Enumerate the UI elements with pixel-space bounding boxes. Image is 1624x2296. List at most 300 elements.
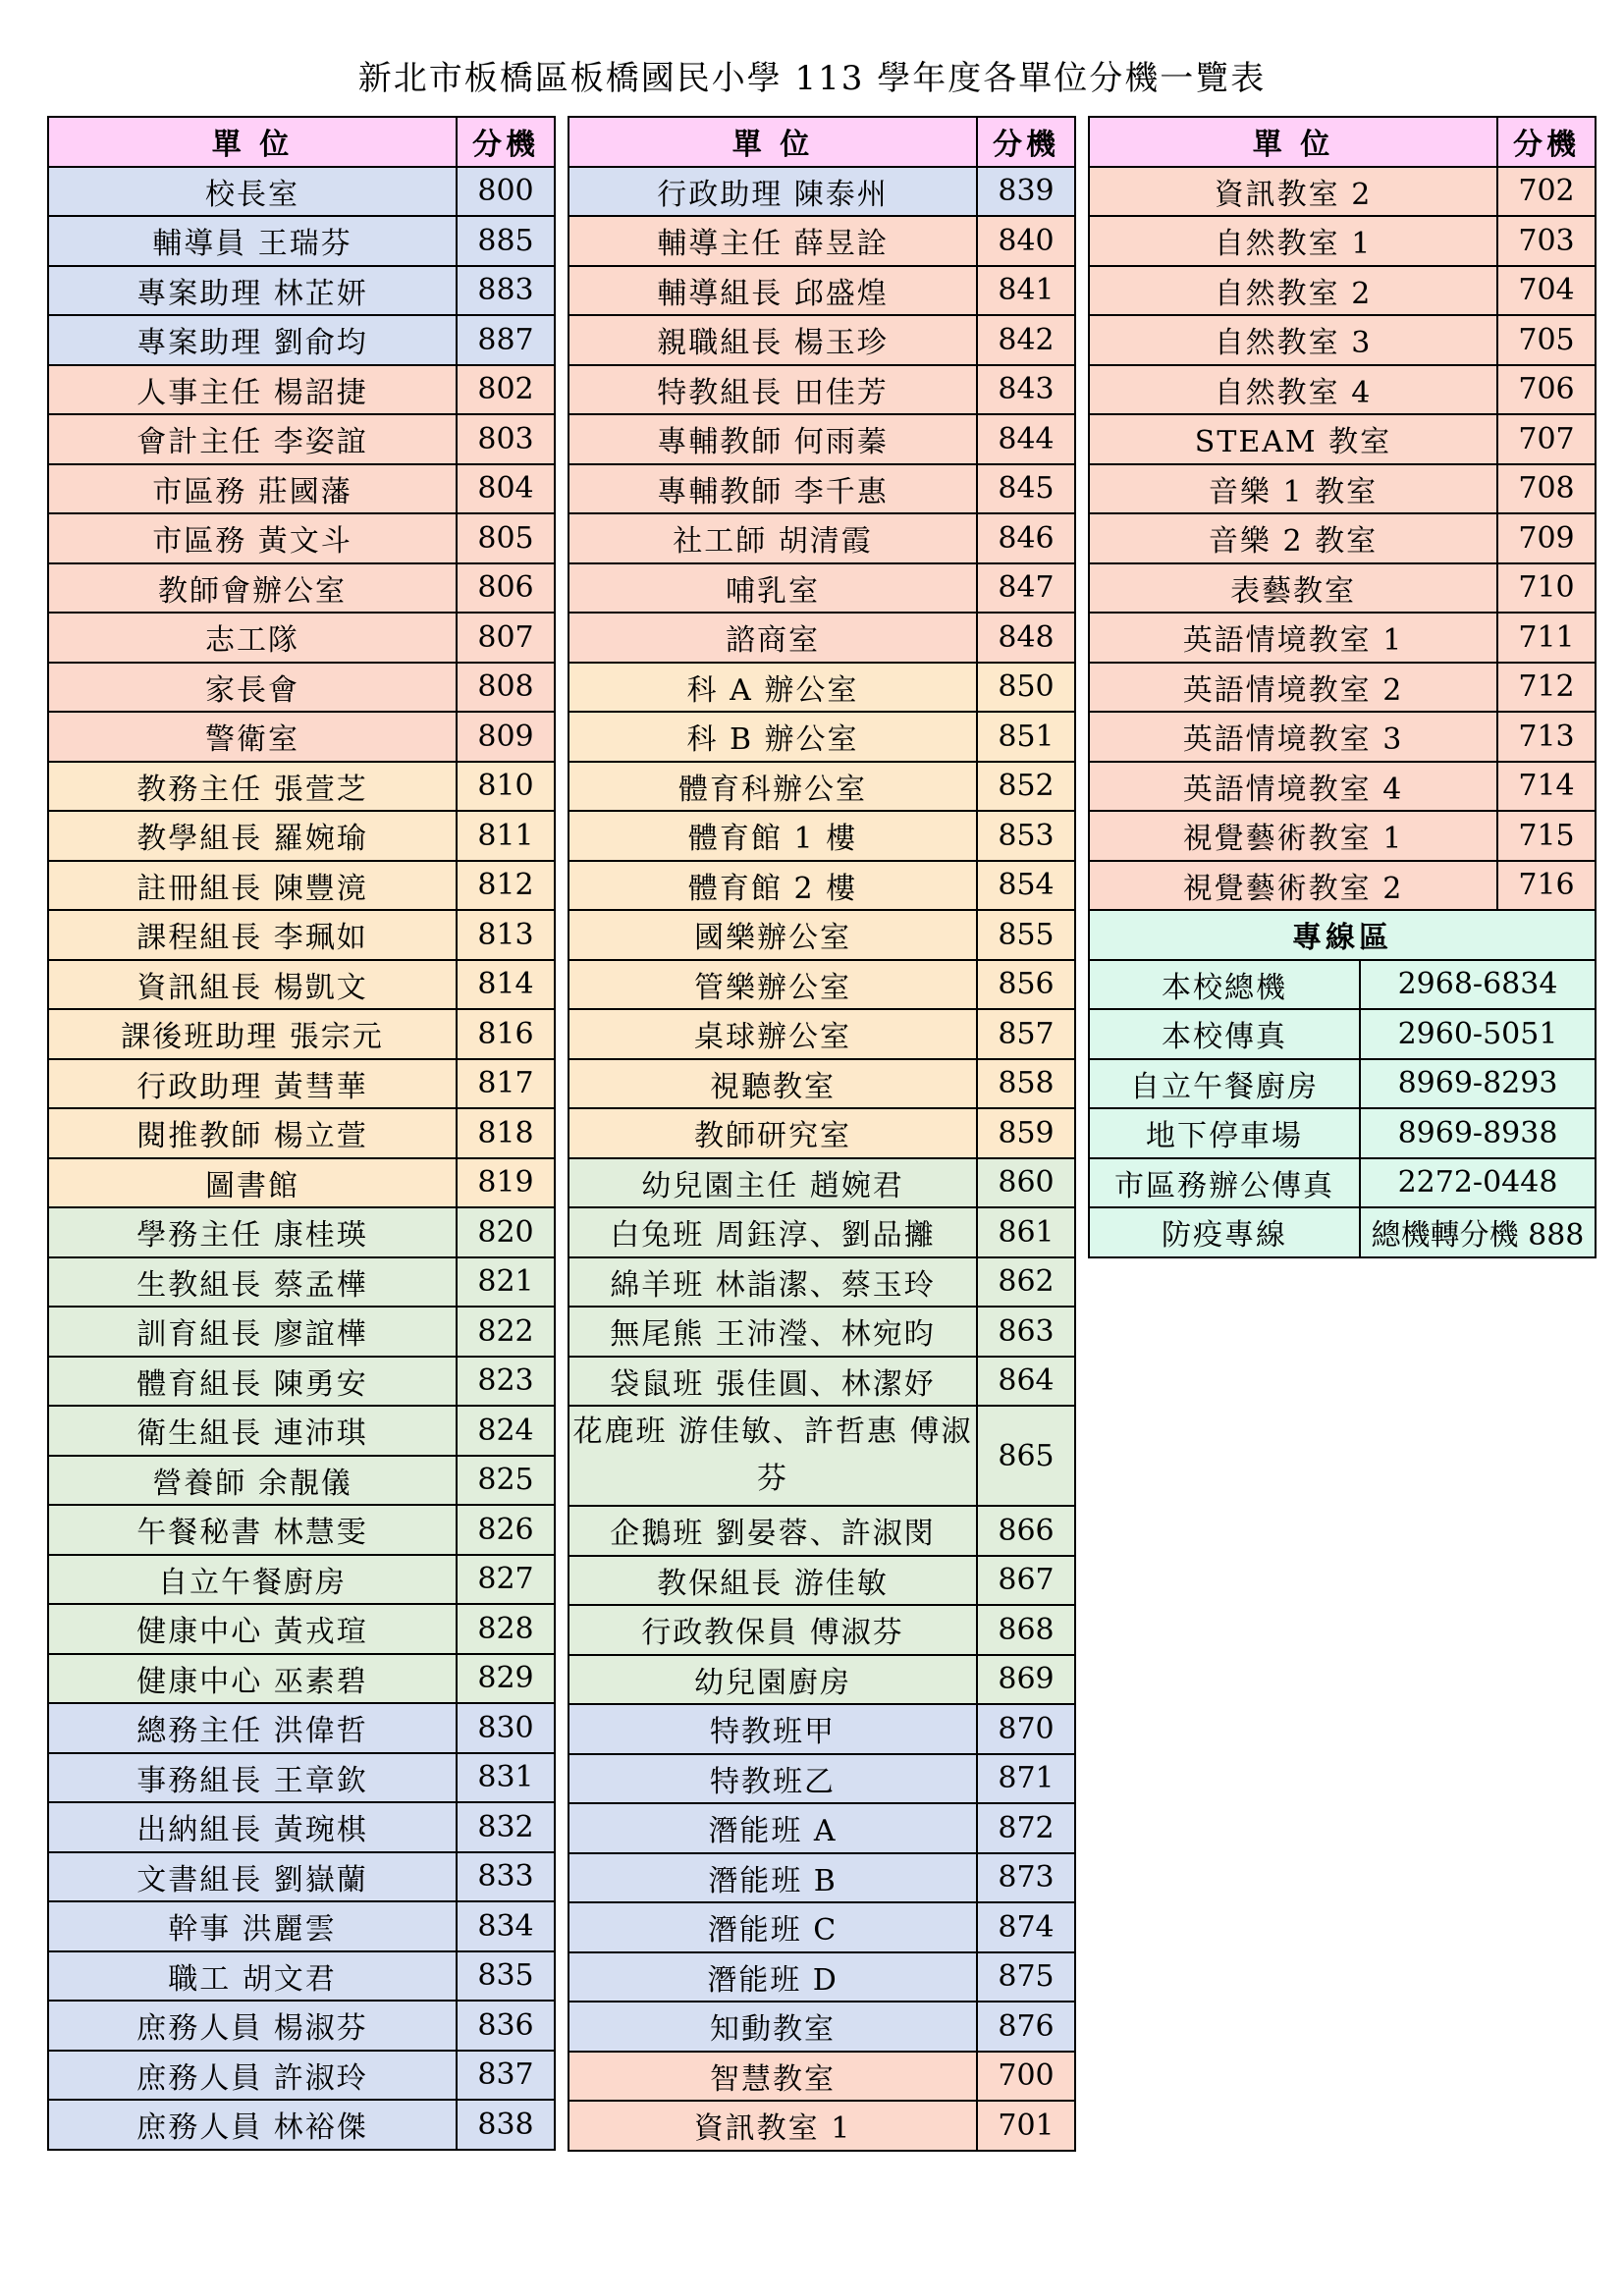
- extension-cell: 855: [977, 910, 1075, 960]
- unit-cell: 庶務人員 楊淑芬: [48, 2001, 457, 2051]
- table-row: [568, 1406, 1075, 1506]
- unit-cell: 幼兒園主任 趙婉君: [568, 1158, 977, 1208]
- unit-cell: 音樂 1 教室: [1089, 464, 1497, 514]
- extension-cell: 854: [977, 861, 1075, 911]
- table-row: [48, 1307, 555, 1357]
- table-row: [568, 1009, 1075, 1059]
- table-row: [1089, 663, 1596, 713]
- table-row: [48, 464, 555, 514]
- unit-cell: 生教組長 蔡孟樺: [48, 1257, 457, 1308]
- table-row: [568, 2101, 1075, 2151]
- unit-cell: 智慧教室: [568, 2052, 977, 2102]
- hotline-row: [1089, 1108, 1596, 1158]
- extension-header: 分機: [457, 117, 555, 167]
- hotline-header-row: [1089, 910, 1596, 960]
- table-row: [568, 414, 1075, 464]
- table-row: [1089, 712, 1596, 762]
- extension-cell: 705: [1497, 315, 1596, 365]
- extension-cell: 824: [457, 1406, 555, 1456]
- extension-cell: 709: [1497, 513, 1596, 563]
- table-row: [1089, 861, 1596, 911]
- unit-cell: 市區務 黃文斗: [48, 513, 457, 563]
- unit-cell: 健康中心 巫素碧: [48, 1654, 457, 1704]
- extension-cell: 822: [457, 1307, 555, 1357]
- extension-cell: 885: [457, 216, 555, 266]
- hotline-title: 專線區: [1089, 910, 1596, 960]
- table-row: [48, 2051, 555, 2101]
- table-row: [48, 315, 555, 365]
- unit-cell: 潛能班 A: [568, 1803, 977, 1853]
- unit-cell: 資訊教室 1: [568, 2101, 977, 2151]
- extension-cell: 817: [457, 1059, 555, 1109]
- table-row: [48, 712, 555, 762]
- unit-cell: 教保組長 游佳敏: [568, 1556, 977, 1606]
- table-row: [1089, 216, 1596, 266]
- extension-cell: 851: [977, 712, 1075, 762]
- table-row: [1089, 315, 1596, 365]
- unit-cell: 健康中心 黃戎瑄: [48, 1604, 457, 1654]
- extension-cell: 834: [457, 1901, 555, 1951]
- table-row: [568, 712, 1075, 762]
- table-row: [568, 513, 1075, 563]
- extension-cell: 887: [457, 315, 555, 365]
- extension-cell: 839: [977, 167, 1075, 217]
- extension-cell: 861: [977, 1207, 1075, 1257]
- unit-cell: 教師會辦公室: [48, 563, 457, 614]
- extension-cell: 873: [977, 1853, 1075, 1903]
- unit-cell: 諮商室: [568, 613, 977, 663]
- table-row: [48, 2100, 555, 2150]
- table-row: [48, 266, 555, 316]
- table-row: [48, 1357, 555, 1407]
- table-header-row: [1089, 117, 1596, 167]
- extension-cell: 831: [457, 1753, 555, 1803]
- table-row: [1089, 811, 1596, 861]
- table-row: [568, 960, 1075, 1010]
- table-row: [48, 1207, 555, 1257]
- table-row: [568, 663, 1075, 713]
- table-row: [568, 1605, 1075, 1655]
- unit-cell: 教務主任 張萱芝: [48, 762, 457, 812]
- extension-cell: 836: [457, 2001, 555, 2051]
- unit-cell: 文書組長 劉嶽蘭: [48, 1852, 457, 1902]
- unit-cell: 教師研究室: [568, 1108, 977, 1158]
- table-row: [568, 2002, 1075, 2052]
- table-row: [568, 167, 1075, 217]
- table-row: [568, 762, 1075, 812]
- unit-cell: 體育館 1 樓: [568, 811, 977, 861]
- extension-cell: 713: [1497, 712, 1596, 762]
- extension-cell: 818: [457, 1108, 555, 1158]
- unit-cell: 英語情境教室 1: [1089, 613, 1497, 663]
- extension-cell: 869: [977, 1655, 1075, 1705]
- unit-cell: 職工 胡文君: [48, 1951, 457, 2002]
- extension-cell: 828: [457, 1604, 555, 1654]
- extension-cell: 874: [977, 1902, 1075, 1952]
- extension-cell: 821: [457, 1257, 555, 1308]
- unit-cell: 潛能班 C: [568, 1902, 977, 1952]
- table-row: [48, 216, 555, 266]
- extension-cell: 800: [457, 167, 555, 217]
- table-row: [48, 1009, 555, 1059]
- extension-cell: 841: [977, 266, 1075, 316]
- extension-cell: 868: [977, 1605, 1075, 1655]
- table-row: [568, 1902, 1075, 1952]
- unit-cell: 自然教室 1: [1089, 216, 1497, 266]
- hotline-row: [1089, 960, 1596, 1010]
- extension-cell: 819: [457, 1158, 555, 1208]
- unit-cell: 衛生組長 連沛琪: [48, 1406, 457, 1456]
- table-row: [568, 1059, 1075, 1109]
- table-row: [568, 1704, 1075, 1754]
- hotline-name: 防疫專線: [1089, 1207, 1360, 1257]
- table-row: [568, 1207, 1075, 1257]
- unit-cell: 課後班助理 張宗元: [48, 1009, 457, 1059]
- unit-cell: 白兔班 周鈺淳、劉品攡: [568, 1207, 977, 1257]
- table-row: [48, 513, 555, 563]
- table-row: [1089, 365, 1596, 415]
- unit-cell: 營養師 余靚儀: [48, 1456, 457, 1506]
- unit-cell: 專輔教師 李千惠: [568, 464, 977, 514]
- unit-cell: 特教組長 田佳芳: [568, 365, 977, 415]
- extension-cell: 803: [457, 414, 555, 464]
- unit-cell: 輔導主任 薛昱詮: [568, 216, 977, 266]
- extension-cell: 883: [457, 266, 555, 316]
- unit-cell: 視覺藝術教室 1: [1089, 811, 1497, 861]
- table-row: [1089, 167, 1596, 217]
- table-row: [48, 1406, 555, 1456]
- extension-cell: 863: [977, 1307, 1075, 1357]
- hotline-number: 2960-5051: [1360, 1009, 1596, 1059]
- page-title: 新北市板橋區板橋國民小學 113 學年度各單位分機一覽表: [357, 59, 1267, 98]
- unit-cell: 家長會: [48, 663, 457, 713]
- unit-cell: 潛能班 D: [568, 1952, 977, 2002]
- extension-cell: 804: [457, 464, 555, 514]
- extension-cell: 814: [457, 960, 555, 1010]
- unit-cell: 自然教室 3: [1089, 315, 1497, 365]
- extension-cell: 865: [977, 1406, 1075, 1506]
- unit-cell: 英語情境教室 2: [1089, 663, 1497, 713]
- extension-cell: 858: [977, 1059, 1075, 1109]
- unit-cell: 音樂 2 教室: [1089, 513, 1497, 563]
- extension-cell: 862: [977, 1257, 1075, 1308]
- table-row: [48, 811, 555, 861]
- table-row: [1089, 563, 1596, 614]
- extension-cell: 876: [977, 2002, 1075, 2052]
- extension-cell: 703: [1497, 216, 1596, 266]
- hotline-name: 本校傳真: [1089, 1009, 1360, 1059]
- unit-cell: 科 B 辦公室: [568, 712, 977, 762]
- unit-cell: 會計主任 李姿誼: [48, 414, 457, 464]
- hotline-name: 自立午餐廚房: [1089, 1059, 1360, 1109]
- unit-cell: 庶務人員 林裕傑: [48, 2100, 457, 2150]
- unit-cell: 訓育組長 廖誼樺: [48, 1307, 457, 1357]
- table-row: [1089, 414, 1596, 464]
- unit-cell: 志工隊: [48, 613, 457, 663]
- table-row: [48, 663, 555, 713]
- extension-cell: 842: [977, 315, 1075, 365]
- extension-cell: 714: [1497, 762, 1596, 812]
- hotline-row: [1089, 1059, 1596, 1109]
- table-row: [48, 1852, 555, 1902]
- table-header-row: [568, 117, 1075, 167]
- extension-cell: 811: [457, 811, 555, 861]
- table-row: [48, 1604, 555, 1654]
- extension-cell: 857: [977, 1009, 1075, 1059]
- table-row: [48, 2001, 555, 2051]
- hotline-name: 本校總機: [1089, 960, 1360, 1010]
- table-row: [568, 910, 1075, 960]
- hotline-number: 8969-8938: [1360, 1108, 1596, 1158]
- table-row: [568, 464, 1075, 514]
- extension-cell: 715: [1497, 811, 1596, 861]
- unit-cell: 校長室: [48, 167, 457, 217]
- unit-header: 單 位: [568, 117, 977, 167]
- extension-cell: 809: [457, 712, 555, 762]
- table-row: [568, 1754, 1075, 1804]
- extension-cell: 870: [977, 1704, 1075, 1754]
- extension-cell: 712: [1497, 663, 1596, 713]
- extension-cell: 810: [457, 762, 555, 812]
- extension-cell: 844: [977, 414, 1075, 464]
- unit-cell: 特教班甲: [568, 1704, 977, 1754]
- extension-header: 分機: [1497, 117, 1596, 167]
- extension-cell: 843: [977, 365, 1075, 415]
- unit-cell: 出納組長 黃琬棋: [48, 1802, 457, 1852]
- unit-cell: 警衛室: [48, 712, 457, 762]
- table-row: [568, 2052, 1075, 2102]
- extension-cell: 829: [457, 1654, 555, 1704]
- table-row: [568, 1655, 1075, 1705]
- hotline-number: 2272-0448: [1360, 1158, 1596, 1208]
- extension-cell: 835: [457, 1951, 555, 2002]
- unit-cell: 親職組長 楊玉珍: [568, 315, 977, 365]
- extension-cell: 806: [457, 563, 555, 614]
- extension-cell: 848: [977, 613, 1075, 663]
- extension-cell: 820: [457, 1207, 555, 1257]
- table-row: [48, 910, 555, 960]
- table-row: [568, 1556, 1075, 1606]
- unit-cell: 庶務人員 許淑玲: [48, 2051, 457, 2101]
- extension-cell: 845: [977, 464, 1075, 514]
- unit-cell: 行政助理 黃彗華: [48, 1059, 457, 1109]
- hotline-name: 地下停車場: [1089, 1108, 1360, 1158]
- unit-cell: 專案助理 劉俞均: [48, 315, 457, 365]
- table-row: [568, 1853, 1075, 1903]
- hotline-row: [1089, 1009, 1596, 1059]
- table-row: [568, 1158, 1075, 1208]
- table-row: [48, 762, 555, 812]
- table-row: [1089, 513, 1596, 563]
- unit-cell: 事務組長 王章欽: [48, 1753, 457, 1803]
- extension-cell: 837: [457, 2051, 555, 2101]
- extension-cell: 871: [977, 1754, 1075, 1804]
- table-row: [568, 1108, 1075, 1158]
- unit-cell: 綿羊班 林詣潔、蔡玉玲: [568, 1257, 977, 1308]
- extension-cell: 826: [457, 1505, 555, 1555]
- extension-cell: 852: [977, 762, 1075, 812]
- hotline-number: 總機轉分機 888: [1360, 1207, 1596, 1257]
- unit-header: 單 位: [1089, 117, 1497, 167]
- table-row: [568, 315, 1075, 365]
- unit-cell: 行政教保員 傅淑芬: [568, 1605, 977, 1655]
- extension-cell: 802: [457, 365, 555, 415]
- extension-cell: 707: [1497, 414, 1596, 464]
- table-row: [48, 1654, 555, 1704]
- table-row: [568, 861, 1075, 911]
- table-row: [48, 1059, 555, 1109]
- table-row: [48, 1802, 555, 1852]
- extension-cell: 716: [1497, 861, 1596, 911]
- unit-cell: 課程組長 李珮如: [48, 910, 457, 960]
- table-row: [48, 1456, 555, 1506]
- extension-cell: 813: [457, 910, 555, 960]
- extension-table-3: [1088, 116, 1597, 1258]
- unit-cell: 無尾熊 王沛瀅、林宛昀: [568, 1307, 977, 1357]
- table-row: [568, 1952, 1075, 2002]
- table-row: [48, 1555, 555, 1605]
- extension-cell: 710: [1497, 563, 1596, 614]
- unit-cell: 管樂辦公室: [568, 960, 977, 1010]
- hotline-number: 8969-8293: [1360, 1059, 1596, 1109]
- table-row: [1089, 762, 1596, 812]
- unit-cell: 行政助理 陳泰州: [568, 167, 977, 217]
- unit-cell: 輔導員 王瑞芬: [48, 216, 457, 266]
- unit-cell: 人事主任 楊詔捷: [48, 365, 457, 415]
- unit-cell: 哺乳室: [568, 563, 977, 614]
- unit-cell: 特教班乙: [568, 1754, 977, 1804]
- hotline-name: 市區務辦公傳真: [1089, 1158, 1360, 1208]
- unit-cell: 科 A 辦公室: [568, 663, 977, 713]
- table-row: [568, 365, 1075, 415]
- table-row: [568, 266, 1075, 316]
- table-row: [48, 861, 555, 911]
- table-row: [48, 960, 555, 1010]
- unit-cell: 自然教室 4: [1089, 365, 1497, 415]
- unit-cell: 表藝教室: [1089, 563, 1497, 614]
- unit-cell: 總務主任 洪偉哲: [48, 1703, 457, 1753]
- extension-cell: 872: [977, 1803, 1075, 1853]
- unit-cell: 資訊教室 2: [1089, 167, 1497, 217]
- extension-cell: 846: [977, 513, 1075, 563]
- extension-cell: 866: [977, 1506, 1075, 1556]
- table-row: [568, 1357, 1075, 1407]
- table-row: [1089, 266, 1596, 316]
- unit-cell: 教學組長 羅婉瑜: [48, 811, 457, 861]
- table-row: [568, 1307, 1075, 1357]
- table-row: [48, 365, 555, 415]
- unit-cell: 市區務 莊國藩: [48, 464, 457, 514]
- unit-cell: 學務主任 康桂瑛: [48, 1207, 457, 1257]
- extension-cell: 859: [977, 1108, 1075, 1158]
- extension-cell: 838: [457, 2100, 555, 2150]
- table-row: [48, 1505, 555, 1555]
- unit-cell: 視覺藝術教室 2: [1089, 861, 1497, 911]
- extension-cell: 832: [457, 1802, 555, 1852]
- table-row: [48, 613, 555, 663]
- unit-cell: 桌球辦公室: [568, 1009, 977, 1059]
- extension-cell: 867: [977, 1556, 1075, 1606]
- table-row: [568, 811, 1075, 861]
- extension-cell: 702: [1497, 167, 1596, 217]
- extension-header: 分機: [977, 117, 1075, 167]
- table-row: [1089, 613, 1596, 663]
- extension-cell: 830: [457, 1703, 555, 1753]
- extension-cell: 708: [1497, 464, 1596, 514]
- unit-cell: 午餐秘書 林慧雯: [48, 1505, 457, 1555]
- table-row: [48, 1901, 555, 1951]
- unit-cell: 閱推教師 楊立萱: [48, 1108, 457, 1158]
- unit-cell: 體育組長 陳勇安: [48, 1357, 457, 1407]
- extension-cell: 864: [977, 1357, 1075, 1407]
- extension-cell: 701: [977, 2101, 1075, 2151]
- unit-cell: STEAM 教室: [1089, 414, 1497, 464]
- table-row: [48, 563, 555, 614]
- unit-cell: 體育科辦公室: [568, 762, 977, 812]
- unit-cell: 知動教室: [568, 2002, 977, 2052]
- unit-cell: 體育館 2 樓: [568, 861, 977, 911]
- extension-cell: 850: [977, 663, 1075, 713]
- table-row: [48, 1257, 555, 1308]
- extension-cell: 706: [1497, 365, 1596, 415]
- table-row: [1089, 464, 1596, 514]
- table-row: [568, 1803, 1075, 1853]
- unit-cell: 花鹿班 游佳敏、許哲惠 傅淑芬: [568, 1406, 977, 1506]
- unit-cell: 社工師 胡清霞: [568, 513, 977, 563]
- extension-cell: 816: [457, 1009, 555, 1059]
- extension-cell: 823: [457, 1357, 555, 1407]
- unit-cell: 自立午餐廚房: [48, 1555, 457, 1605]
- table-row: [48, 1108, 555, 1158]
- unit-cell: 專案助理 林芷妍: [48, 266, 457, 316]
- table-header-row: [48, 117, 555, 167]
- unit-cell: 註冊組長 陳豐滰: [48, 861, 457, 911]
- unit-cell: 潛能班 B: [568, 1853, 977, 1903]
- table-row: [48, 167, 555, 217]
- unit-cell: 英語情境教室 4: [1089, 762, 1497, 812]
- extension-cell: 700: [977, 2052, 1075, 2102]
- table-row: [568, 1506, 1075, 1556]
- unit-cell: 資訊組長 楊凱文: [48, 960, 457, 1010]
- extension-cell: 807: [457, 613, 555, 663]
- table-row: [568, 216, 1075, 266]
- unit-cell: 國樂辦公室: [568, 910, 977, 960]
- hotline-number: 2968-6834: [1360, 960, 1596, 1010]
- table-row: [568, 613, 1075, 663]
- unit-cell: 輔導組長 邱盛煌: [568, 266, 977, 316]
- unit-cell: 專輔教師 何雨蓁: [568, 414, 977, 464]
- table-row: [568, 1257, 1075, 1308]
- extension-cell: 805: [457, 513, 555, 563]
- unit-cell: 英語情境教室 3: [1089, 712, 1497, 762]
- extension-cell: 860: [977, 1158, 1075, 1208]
- extension-cell: 704: [1497, 266, 1596, 316]
- extension-cell: 827: [457, 1555, 555, 1605]
- extension-cell: 833: [457, 1852, 555, 1902]
- unit-cell: 企鵝班 劉晏蓉、許淑閔: [568, 1506, 977, 1556]
- extension-cell: 847: [977, 563, 1075, 614]
- unit-cell: 袋鼠班 張佳圓、林潔妤: [568, 1357, 977, 1407]
- extension-cell: 875: [977, 1952, 1075, 2002]
- extension-cell: 812: [457, 861, 555, 911]
- unit-cell: 圖書館: [48, 1158, 457, 1208]
- hotline-row: [1089, 1207, 1596, 1257]
- extension-cell: 853: [977, 811, 1075, 861]
- table-row: [48, 414, 555, 464]
- extension-cell: 711: [1497, 613, 1596, 663]
- table-row: [48, 1158, 555, 1208]
- extension-table-2: [568, 116, 1076, 2152]
